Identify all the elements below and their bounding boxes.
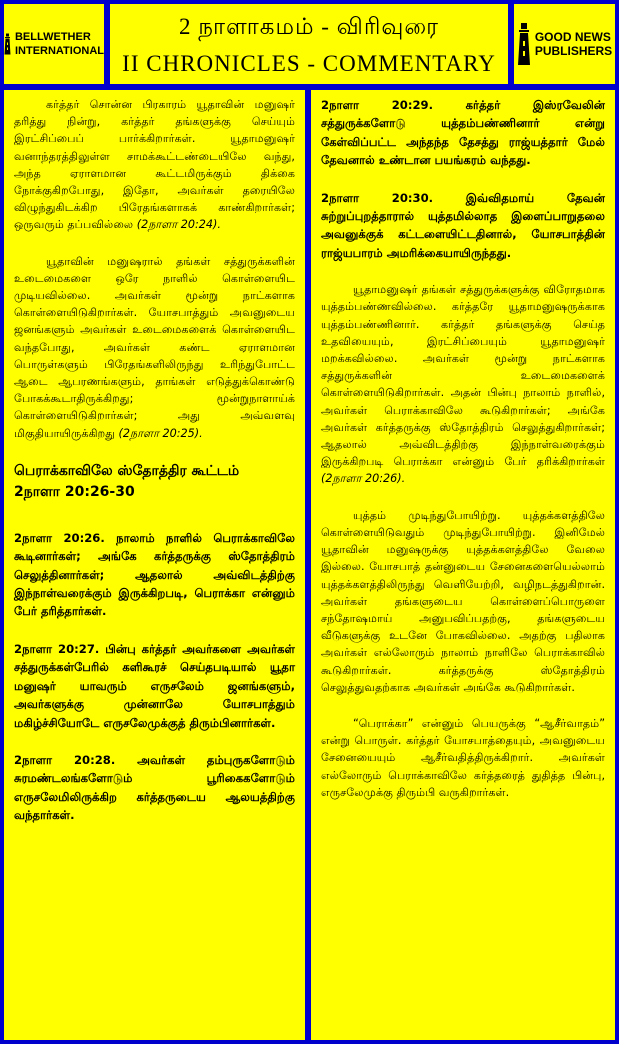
verse-reference: (2நாளா 20:25). bbox=[118, 426, 203, 440]
scripture-verse: 2நாளா 20:29. கர்த்தர் இஸ்ரவேலின் சத்துருக்களோடு யுத்தம்பண்ணினார் என்று கேள்விப்பட்ட அந்தந்த தேசத்து ராஜ்யத்தார் மேல் தேவனால் உண்டான பயங்கரம் வந்தது. bbox=[321, 98, 605, 168]
logo-line2: PUBLISHERS bbox=[534, 44, 613, 58]
verse-reference: (2நாளா 20:24). bbox=[136, 218, 221, 232]
tower-icon bbox=[517, 21, 531, 67]
logo-line1: BELLWETHER bbox=[14, 31, 91, 43]
commentary-paragraph: “பெராக்கா” என்னும் பெயருக்கு “ஆசீர்வாதம்” என்று பொருள். கர்த்தர் யோசபாத்தையும், அவனுடைய சேனையையும் ஆசீர்வதித்திருக்கிறார். அவர்கள் எல்லோரும் பெராக்காவிலே கர்த்தரைத் துதித்த பின்பு, எருசலேமுக்கு திரும்பி வருகிறார்கள். bbox=[321, 716, 605, 799]
left-column bbox=[4, 90, 305, 1040]
page-title-tamil: 2 நாளாகமம் - விரிவுரை bbox=[178, 14, 440, 39]
right-column bbox=[311, 90, 615, 1040]
tower-icon bbox=[4, 21, 11, 67]
scripture-verse: 2நாளா 20:28. அவர்கள் தம்புருகளோடும் சுரமண்டலங்களோடும் பூரிகைகளோடும் எருசலேமிலிருக்கிற கர்த்தருடைய ஆலயத்திற்கு வந்தார்கள். bbox=[14, 752, 295, 823]
page-title-english: II CHRONICLES - COMMENTARY bbox=[122, 51, 496, 76]
commentary-paragraph: கர்த்தர் சொன்ன பிரகாரம் யூதாவின் மனுஷர் தரித்து நின்று, கர்த்தர் தங்களுக்கு செய்யும் இரட்சிப்பைப் பார்க்கிறார்கள். யூதாமனுஷர் வனாந்தரத்திலுள்ள சாமக்கூட்டண்டையிலே வந்து, அந்த ஏராளமான கூட்டமிருக்கும் திக்கை நோக்குகிறபோது, இதோ, அவர்கள் தரையிலே விழுந்துகிடக்கிற பிரேதங்களாகக் காண்கிறார்கள்; ஒருவரும் தப்பவில்லை (2நாளா 20:24). bbox=[14, 98, 295, 232]
commentary-paragraph: யுத்தம் முடிந்துபோயிற்று. யுத்தக்களத்திலே கொள்ளையிடுவதும் முடிந்துபோயிற்று. இனிமேல் யூதாவின் மனுஷருக்கு யுத்தக்களத்திலே வேலை இல்லை. யோசபாத் தன்னுடைய சேனைகளையெல்லாம் யுத்தக்களத்திலிருந்து வெளியேற்றி, வழிநடத்துகிறான். அவர்கள் தங்களுடைய கொள்ளைப்பொருளை சந்தோஷமாய் அனுபவிப்பதற்கு, தங்களுடைய வீடுகளுக்கு உடனே போகவில்லை. அதற்கு பதிலாக அவர்கள் எல்லோரும் நாலாம் நாளிலே பெராக்காவில் கூடுகிறார்கள். கர்த்தருக்கு ஸ்தோத்திரம் செலுத்துவதற்காக அவர்கள் அங்கே கூடுகிறார்கள். bbox=[321, 508, 605, 694]
section-heading: பெராக்காவிலே ஸ்தோத்திர கூட்டம் 2நாளா 20:26-30 bbox=[14, 462, 240, 500]
logo-line1: GOOD NEWS bbox=[534, 30, 611, 44]
page-header bbox=[110, 4, 508, 84]
commentary-paragraph: யூதாமனுஷர் தங்கள் சத்துருக்களுக்கு விரோதமாக யுத்தம்பண்ணவில்லை. கர்த்தரே யூதாமனுஷருக்காக யுத்தம்பண்ணினார். கர்த்தர் தங்களுக்கு செய்த உதவியையும், இரட்சிப்பையும் யூதாமனுஷர் மறக்கவில்லை. அவர்கள் மூன்று நாட்களாக சத்துருக்களின் உடைமைகளைக் கொள்ளையிடுகிறார்கள். அதன் பின்பு நாலாம் நாளில், அவர்கள் பெராக்காவிலே கூடுகிறார்கள்; அங்கே அவர்கள் கர்த்தருக்கு ஸ்தோத்திரம் செலுத்துகிறார்கள்; ஆதலால் அவ்விடத்திற்கு இந்நாள்வரைக்கும் இருக்கிறபடி பெராக்கா என்னும் பேர் தரிக்கிறார்கள் (2நாளா 20:26). bbox=[321, 283, 605, 486]
scripture-verse: 2நாளா 20:27. பின்பு கர்த்தர் அவர்களை அவர்கள் சத்துருக்கள்பேரில் களிகூரச் செய்தபடியால் யூதா மனுஷர் யாவரும் எருசலேம் ஜனங்களும், அவர்களுக்கு முன்னாலே யோசபாத்தும் மகிழ்ச்சியோடே எருசலேமுக்குத் திரும்பினார்கள். bbox=[14, 641, 295, 730]
verse-reference: (2நாளா 20:26). bbox=[321, 472, 406, 486]
logo-line2: INTERNATIONAL bbox=[14, 45, 104, 57]
commentary-paragraph: யூதாவின் மனுஷரால் தங்கள் சத்துருக்களின் உடைமைகளை ஒரே நாளில் கொள்ளையிட முடியவில்லை. அவர்கள் மூன்று நாட்களாக கொள்ளையிடுகிறார்கள். யோசபாத்தும் அவனுடைய ஜனங்களும் அவர்கள் உடைமைகளைக் கொள்ளையிட வந்தபோது, அவர்கள் கண்ட ஏராளமான பொருள்களும் பிரேதங்களிலிருந்து உரிந்துபோட்ட ஆடை ஆபரணங்களும், தாங்கள் எடுத்துக்கொண்டு போகக்கூடாதிருக்கிறது; மூன்றுநாளாய்க் கொள்ளையிடுகிறார்கள்; அது அவ்வளவு மிகுதியாயிருக்கிறது (2நாளா 20:25). bbox=[14, 254, 295, 440]
scripture-verse: 2நாளா 20:30. இவ்விதமாய் தேவன் சுற்றுப்புறத்தாரால் யுத்தமில்லாத இளைப்பாறுதலை அவனுக்குக் கட்டளையிட்டதினால், யோசபாத்தின் ராஜ்யபாரம் அமரிக்கையாயிருந்தது. bbox=[321, 190, 605, 260]
bellwether-logo bbox=[4, 4, 104, 84]
scripture-verse: 2நாளா 20:26. நாலாம் நாளில் பெராக்காவிலே கூடினார்கள்; அங்கே கர்த்தருக்கு ஸ்தோத்திரம் செலுத்தினார்கள்; ஆதலால் அவ்விடத்திற்கு இந்நாள்வரைக்கும் இருக்கிறபடி, பெராக்கா என்னும் பேர் தரித்தார்கள். bbox=[14, 530, 295, 619]
good-news-logo bbox=[514, 4, 615, 84]
